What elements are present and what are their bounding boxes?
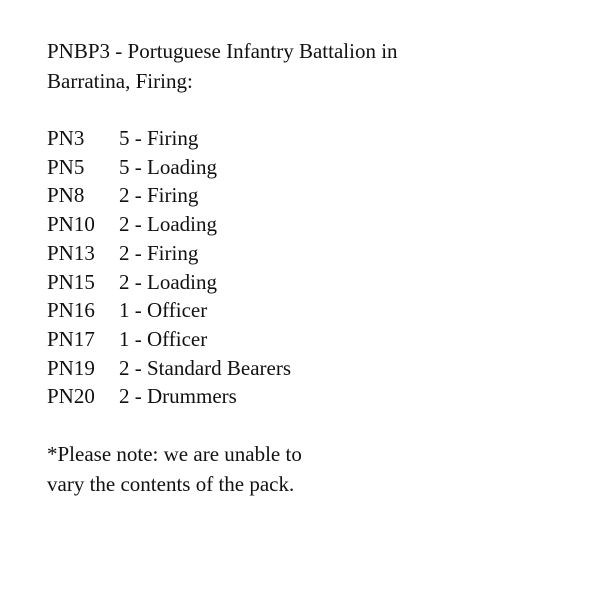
- pack-note-line-2: vary the contents of the pack.: [47, 472, 295, 497]
- pack-title-line-2: Barratina, Firing:: [47, 69, 193, 93]
- item-code: PN17: [47, 326, 95, 351]
- item-description: 2 - Loading: [119, 269, 217, 294]
- list-item: [47, 296, 567, 325]
- item-code: PN20: [47, 384, 95, 409]
- item-description: 2 - Standard Bearers: [119, 355, 292, 380]
- contents-list: [47, 124, 567, 411]
- list-item: [47, 325, 567, 354]
- item-code: PN16: [47, 298, 95, 323]
- pack-note-line-1: *Please note: we are unable to: [47, 442, 302, 467]
- list-item: [47, 354, 567, 383]
- pack-note: [47, 439, 567, 499]
- item-description: 1 - Officer: [119, 326, 208, 351]
- list-item: [47, 239, 567, 268]
- item-description: 2 - Firing: [119, 183, 199, 208]
- list-item: [47, 153, 567, 182]
- list-item: [47, 268, 567, 297]
- item-code: PN3: [47, 126, 85, 150]
- item-description: 2 - Loading: [119, 212, 217, 237]
- list-item: [47, 181, 567, 210]
- list-item: [47, 382, 567, 411]
- list-item: [47, 210, 567, 239]
- pack-contents-document: [47, 36, 567, 499]
- list-item: [47, 124, 567, 153]
- item-description: 1 - Officer: [119, 298, 208, 323]
- item-code: PN8: [47, 183, 85, 208]
- item-description: 2 - Firing: [119, 240, 199, 265]
- item-code: PN10: [47, 212, 95, 237]
- item-description: 5 - Loading: [119, 154, 217, 179]
- item-code: PN19: [47, 355, 95, 380]
- pack-title-line-1: PNBP3 - Portuguese Infantry Battalion in: [47, 39, 398, 63]
- item-description: 5 - Firing: [119, 126, 199, 150]
- item-code: PN5: [47, 154, 85, 179]
- item-code: PN13: [47, 240, 95, 265]
- item-description: 2 - Drummers: [119, 384, 237, 409]
- item-code: PN15: [47, 269, 95, 294]
- pack-title: [47, 36, 567, 96]
